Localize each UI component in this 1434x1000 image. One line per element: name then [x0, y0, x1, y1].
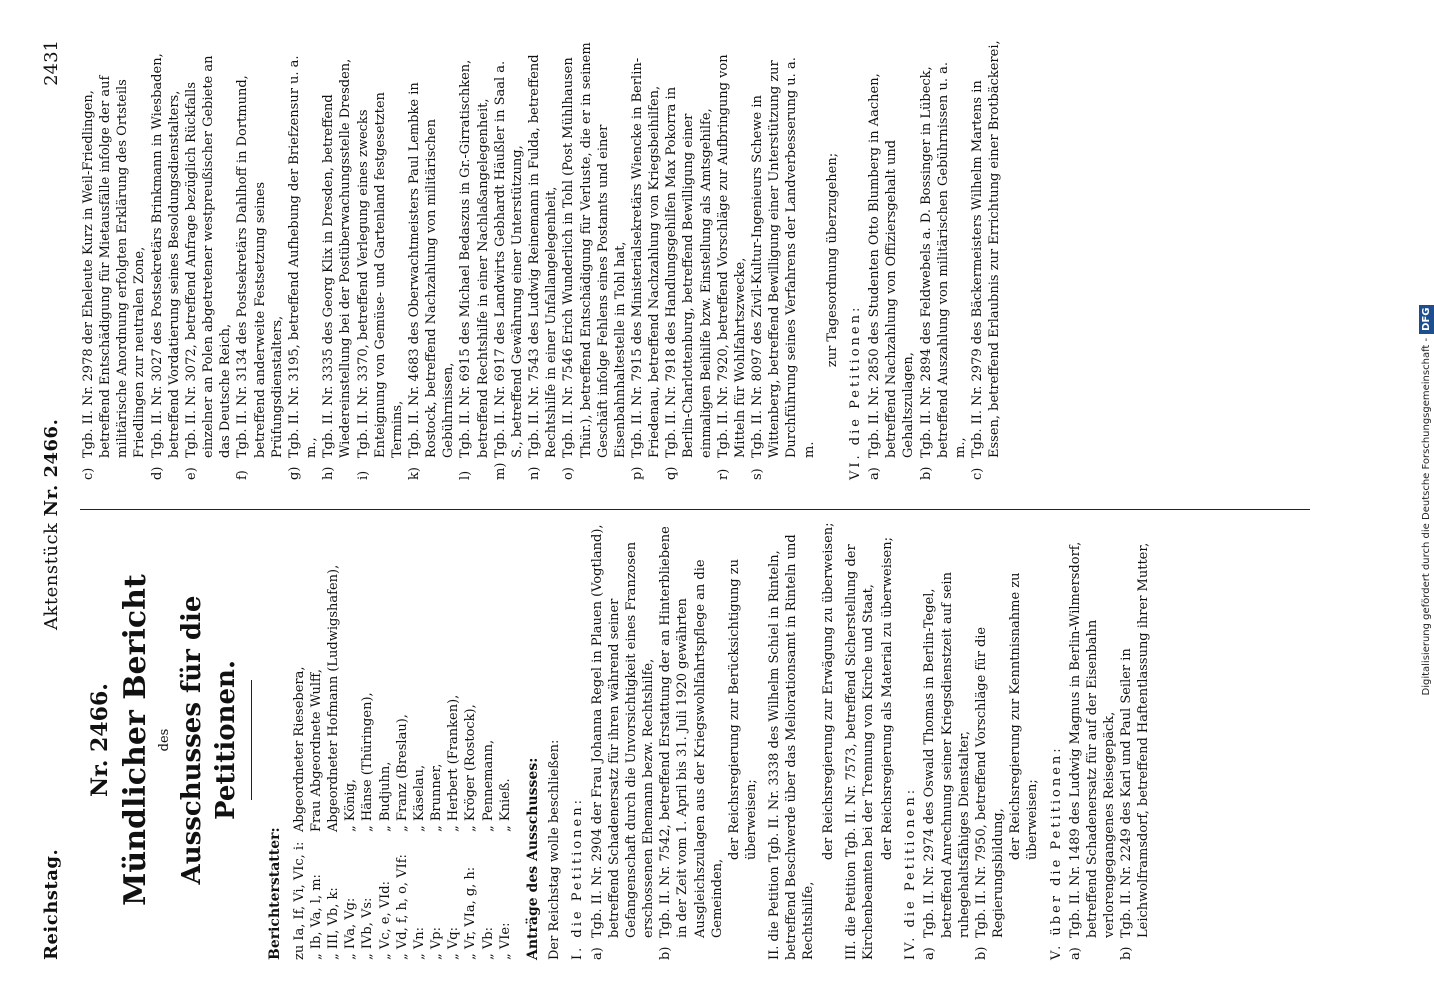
reporters-heading: Berichterstatter:	[267, 827, 284, 960]
reporter-name: „ Hänse (Thüringen),	[360, 692, 376, 832]
reporter-code: zu Ia, If, Vi, VIc, i:	[291, 841, 307, 960]
petition-item	[457, 40, 491, 480]
item-label: m)	[492, 462, 508, 480]
petition-item	[918, 40, 969, 480]
item-text: Tgb. II. Nr. 3370, betreffend Verlegung eines zwecks Enteignung von Gemüse- und Gartenland festgesetzten Termins,	[355, 92, 405, 458]
reporters-list	[291, 520, 514, 960]
section-1: I. die Petitionen:	[570, 797, 586, 960]
petition-item	[526, 40, 560, 480]
item-label: g)	[286, 466, 302, 480]
item-label: s)	[750, 468, 766, 480]
petition-item	[969, 40, 1003, 480]
reporter-row	[411, 520, 428, 960]
reporter-code: „ Vq:	[446, 927, 462, 960]
motions-heading: Anträge des Ausschusses:	[524, 757, 541, 960]
agenda-note: zur Tagesordnung überzugehen;	[824, 152, 840, 368]
section-2-end: der Reichsregierung zur Erwägung zu überweisen;	[820, 522, 836, 860]
item-label: c)	[969, 467, 985, 480]
item-text: Tgb. II. Nr. 3195, betreffend Aufhebung der Briefzensur u. a. m.,	[286, 55, 320, 458]
item-text: Tgb. II. Nr. 8097 des Zivil-Kultur-Ingenieurs Schewe in Wittenberg, betreffend Bewilligung einer Unterstützung zur Durchführung seines Verfahrens der Landverbesserung u. a. m.	[750, 57, 817, 458]
item-label: o)	[561, 467, 577, 480]
item-label: r)	[715, 468, 731, 480]
reporter-code: „ Vb:	[480, 927, 496, 960]
reporter-name: „ Pennemann,	[480, 739, 496, 832]
section-3-end: der Reichsregierung als Material zu überweisen;	[880, 537, 896, 860]
page-header	[40, 40, 70, 960]
reporter-code: „ VIe:	[497, 922, 513, 960]
watermark-text: Digitalisierung gefördert durch die Deutsche Forschungsgemeinschaft -	[1421, 337, 1432, 696]
item-label: f)	[235, 470, 251, 480]
reporter-row	[308, 520, 325, 960]
page-number: 2431	[41, 40, 62, 86]
item-text: Tgb. II. Nr. 3134 des Postsekretärs Dahlhoff in Dortmund, betreffend anderweite Festsetzung seines Prüfungsdienstalters,	[235, 75, 285, 458]
reporter-row	[291, 520, 308, 960]
section-5: V. über die Petitionen:	[1048, 745, 1064, 960]
petition-item	[492, 40, 526, 480]
dfg-logo: DFG	[1419, 305, 1434, 334]
item-label: h)	[321, 466, 337, 480]
reporter-name: „ Budjuhn,	[377, 761, 393, 832]
reporter-row	[428, 520, 445, 960]
item-label: d)	[149, 466, 165, 480]
petition-item	[749, 40, 818, 480]
section-1-end: der Reichsregierung zur Berücksichtigung zu überweisen;	[726, 559, 759, 860]
reporter-name: „ Knieß.	[497, 778, 513, 832]
section-1-b: b) Tgb. II. Nr. 7542, betreffend Erstattung der an Hinterbliebene in der Zeit vom 1. April bis 31. Juli 1920 gewährten Ausgleichszulagen aus der Kriegswohlfahrtspflege an die Gemeinden,	[658, 526, 725, 960]
item-text: Tgb. II. Nr. 4683 des Oberwachtmeisters Paul Lembke in Rostock, betreffend Nachzahlung von militärischen Gebührnissen,	[406, 82, 457, 458]
section-6: VI. die Petitionen:	[847, 304, 863, 480]
petition-item	[183, 40, 234, 480]
section-4-a: a) Tgb. II. Nr. 2974 des Oswald Thomas in Berlin-Tegel, betreffend Anrechnung seiner Kriegsdienstzeit auf sein ruhegehaltsfähiges Dienstalter,	[922, 572, 972, 960]
reporter-name: „ Käselau,	[411, 764, 427, 832]
section-4-b: b) Tgb. II. Nr. 7950, betreffend Vorschläge für die Regierungsbildung,	[973, 626, 1007, 960]
intro: Der Reichstag wolle beschließen:	[547, 739, 563, 960]
header-prefix: Aktenstück	[41, 522, 62, 630]
doc-subtitle: Ausschusses für die Petitionen.	[176, 595, 241, 885]
item-text: Tgb. II. Nr. 7918 des Handlungsgehilfen Max Pokorra in Berlin-Charlottenburg, betreffend Bewilligung einer einmaligen Beihilfe bzw. Einstellung als Amtsgehilfe,	[664, 86, 714, 458]
petition-item	[355, 40, 406, 480]
petition-item	[629, 40, 663, 480]
title-rule	[251, 680, 252, 800]
petition-item	[866, 40, 917, 480]
item-text: Tgb. II. Nr. 3072, betreffend Anfrage bezüglich Rückfalls einzelner an Polen abgetretener westpreußischer Gebiete an das Deutsche Reich,	[183, 55, 234, 458]
petition-list	[80, 40, 818, 480]
item-text: Tgb. II. Nr. 7915 des Ministerialsekretärs Wiencke in Berlin-Friedenau, betreffend Nachzahlung von Kriegsbeihilfen,	[630, 57, 663, 458]
item-text: Tgb. II. Nr. 7543 des Ludwig Reinemann in Fulda, betreffend Rechtshilfe in einer Unfallangelegenheit,	[527, 54, 560, 458]
reporter-code: „ Vd, f, h, o, VIf:	[394, 854, 410, 960]
section-1-a: a) Tgb. II. Nr. 2904 der Frau Johanna Regel in Plauen (Vogtland), betreffend Schadenersatz für ihren während seiner Gefangenschaft durch die Unvorsichtigkeit eines Franzosen erschossenen Ehemann bezw. Rechtshilfe,	[589, 524, 657, 960]
petition-item	[560, 40, 629, 480]
petition-item	[149, 40, 183, 480]
petition-item	[234, 40, 285, 480]
petition-item	[406, 40, 457, 480]
reporter-name: „ Franz (Breslau),	[394, 714, 410, 832]
section-5-a: a) Tgb. II. Nr. 1489 des Ludwig Magnus in Berlin-Wilmersdorf, betreffend Schadenersatz für auf der Eisenbahn verlorengegangenes Reisegepäck,	[1067, 541, 1117, 960]
dfg-watermark	[1419, 10, 1434, 990]
reporter-row	[359, 520, 376, 960]
item-text: Tgb. II. Nr. 7920, betreffend Vorschläge zur Aufbringung von Mitteln für Wohlfahrtszwecke,	[715, 54, 748, 458]
left-column	[80, 520, 1152, 960]
reporter-code: „ Vn:	[411, 926, 427, 960]
header-number: Nr. 2466.	[41, 418, 62, 517]
section-2: II. die Petition Tgb. II. Nr. 3338 des Wilhelm Schiel in Rinteln, betreffend Beschwerde über das Meliorationsamt in Rinteln und Rechtshilfe,	[767, 534, 817, 960]
doc-title: Mündlicher Bericht	[118, 574, 154, 906]
reporter-name: „ Brunner,	[429, 763, 445, 832]
petition-item	[715, 40, 749, 480]
title-des: des	[156, 728, 172, 752]
reporter-name: Frau Abgeordnete Wulff,	[308, 669, 324, 832]
reporter-name: Abgeordneter Hofmann (Ludwigshafen),	[326, 564, 342, 832]
reporter-code: „ IVa, Vg:	[343, 897, 359, 960]
reporter-row	[462, 520, 479, 960]
reporter-name: „ König,	[343, 778, 359, 832]
reporter-code: „ IVb, Vs:	[360, 897, 376, 960]
item-text: Tgb. II. Nr. 6915 des Michael Bedaszus in Gr.-Girratischken, betreffend Rechtshilfe in einer Nachlaßangelegenheit,	[458, 59, 491, 458]
reporter-name: „ Kröger (Rostock),	[463, 704, 479, 832]
item-text: Tgb. II. Nr. 7546 Erich Wunderlich in Tohl (Post Mühlhausen Thür.), betreffend Entschädigung für Verluste, die er in seinem Geschäft infolge Fehlens eines Postamts und einer Eisenbahnhaltestelle in Tohl hat,	[561, 42, 628, 458]
item-label: k)	[406, 467, 422, 480]
item-text: Tgb. II. Nr. 3335 des Georg Klix in Dresden, betreffend Wiedereinstellung bei der Postüberwachungsstelle Dresden,	[321, 58, 354, 458]
reporter-code: „ III, Vb, k:	[326, 887, 342, 960]
reporter-row	[480, 520, 497, 960]
section-3: III. die Petition Tgb. II. Nr. 7573, betreffend Sicherstellung der Kirchenbeamten bei der Trennung von Kirche und Staat,	[843, 544, 876, 960]
petition-item	[80, 40, 149, 480]
reporter-code: „ Vr, VIa, g, h:	[463, 866, 479, 960]
item-label: q)	[664, 466, 680, 480]
section-4-end: der Reichsregierung zur Kenntnisnahme zu überweisen;	[1008, 572, 1041, 860]
item-label: b)	[918, 466, 934, 480]
item-label: p)	[630, 466, 645, 480]
item-label: n)	[527, 466, 543, 480]
reporter-name: Abgeordneter Riesebera,	[291, 666, 307, 832]
section-5-b: b) Tgb. II. Nr. 2249 des Karl und Paul Seiler in Leichwolframsdorf, betreffend Haftentlassung ihrer Mutter,	[1119, 542, 1152, 960]
reporter-code: „ Ib, Va, l, m:	[308, 874, 324, 960]
petition-item	[286, 40, 320, 480]
item-text: Tgb. II. Nr. 2850 des Studenten Otto Blumberg in Aachen, betreffend Nachzahlung von Offiziersgehalt und Gehaltszulagen,	[867, 73, 917, 458]
reporter-row	[325, 520, 342, 960]
item-text: Tgb. II. Nr. 2978 der Eheleute Kurz in Weil-Friedlingen, betreffend Entschädigung für Mietausfälle infolge der auf militärische Anordnung erfolgten Erklärung des Ortsteils Friedlingen zur neutralen Zone,	[81, 75, 148, 458]
petition-list-6	[866, 40, 1003, 480]
item-label: i)	[355, 470, 371, 480]
item-text: Tgb. II. Nr. 2979 des Bäckermeisters Wilhelm Martens in Essen, betreffend Erlaubnis zur Errichtung einer Brotbäckerei,	[969, 40, 1003, 458]
item-label: e)	[183, 467, 199, 480]
petition-item	[320, 40, 354, 480]
item-label: l)	[458, 470, 474, 480]
petition-item	[663, 40, 714, 480]
item-text: Tgb. II. Nr. 3027 des Postsekretärs Brinkmann in Wiesbaden, betreffend Vordatierung seines Besoldungsdienstalters,	[149, 53, 182, 458]
reporter-row	[497, 520, 514, 960]
section-4: IV. die Petitionen:	[903, 786, 919, 960]
item-text: Tgb. II. Nr. 6917 des Landwirts Gebhardt Häußler in Saal a. S., betreffend Gewährung einer Unterstützung,	[492, 60, 525, 458]
header-center	[40, 419, 64, 630]
right-column	[80, 40, 1003, 480]
reporter-code: „ Vc, e, VId:	[377, 881, 393, 960]
item-text: Tgb. II. Nr. 2894 des Feldwebels a. D. Bossinger in Lübeck, betreffend Auszahlung von militärischen Gebührnissen u. a. m.,	[918, 62, 968, 458]
header-left: Reichstag.	[41, 848, 62, 960]
reporter-row	[394, 520, 411, 960]
reporter-row	[377, 520, 394, 960]
item-label: a)	[867, 467, 883, 480]
reporter-code: „ Vp:	[429, 927, 445, 960]
column-divider	[80, 509, 1310, 510]
reporter-name: „ Herbert (Franken),	[446, 694, 462, 832]
reporter-row	[342, 520, 359, 960]
reporter-row	[445, 520, 462, 960]
item-label: c)	[81, 467, 96, 480]
doc-number: Nr. 2466.	[87, 683, 113, 797]
